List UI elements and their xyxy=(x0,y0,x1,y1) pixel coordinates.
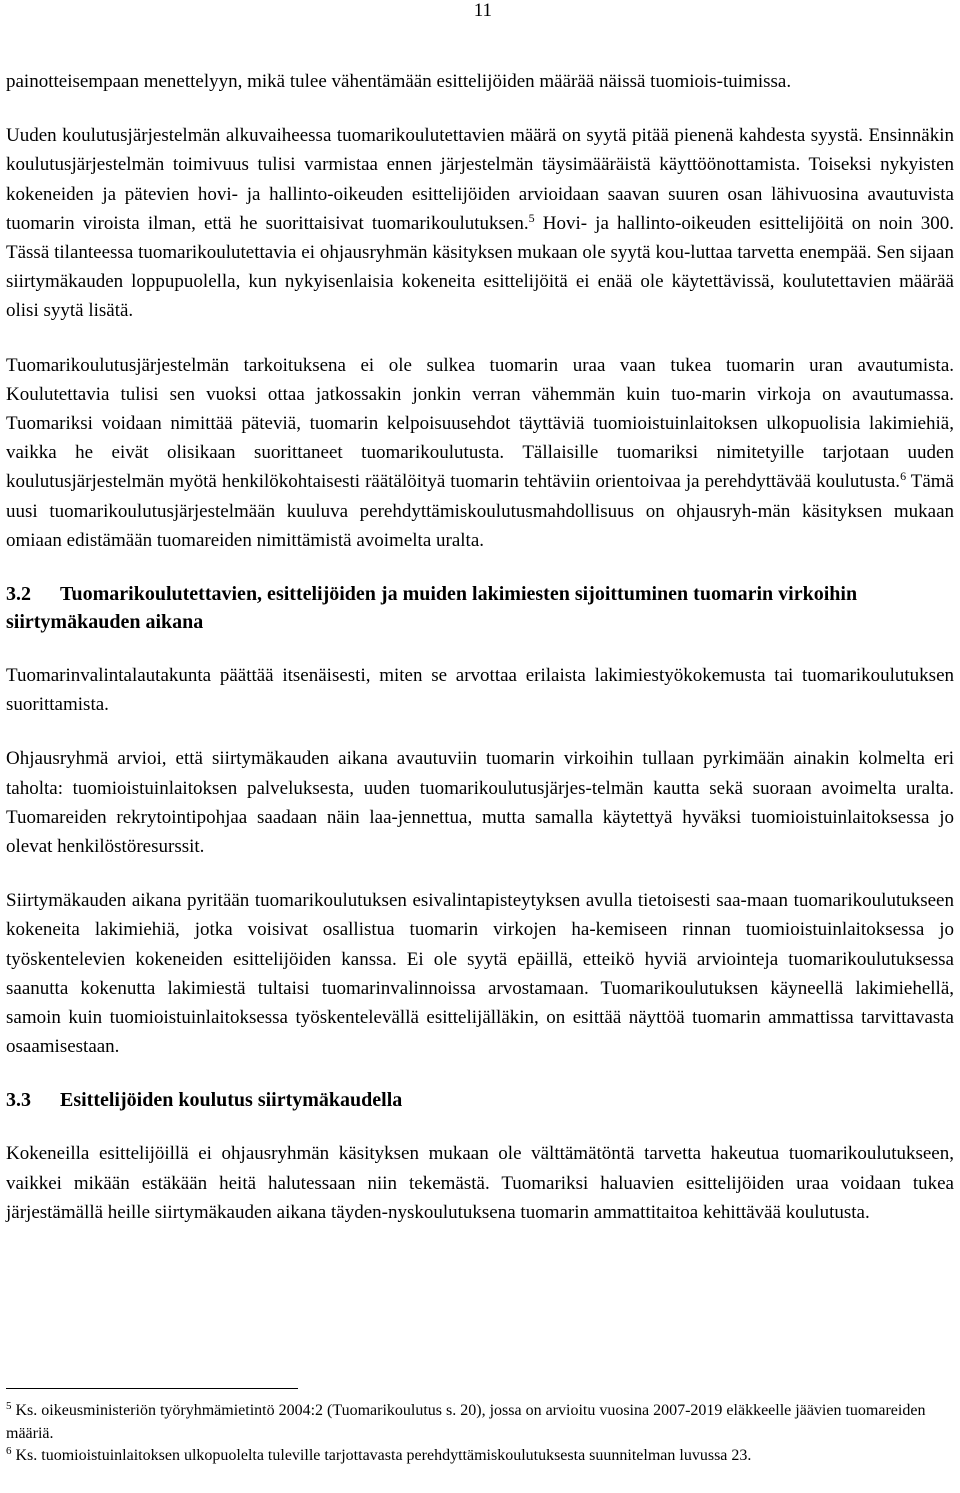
footnote-6-mark: 6 xyxy=(6,1445,12,1457)
paragraph-5: Ohjausryhmä arvioi, että siirtymäkauden aikana avautuviin tuomarin virkoihin tullaan pyrkimään ainakin kolmelta eri taholta: tuomioistuinlaitoksen palveluksesta, uuden tuomarikoulutusjärjes-telmän kautta sekä suoraan avoimelta uralta. Tuomareiden rekrytointipohjaa saadaan näin laa-jennettua, mutta samalla käytettyä hyväksi tuomioistuinlaitoksessa jo olevat henkilöstöresurssit. xyxy=(6,748,954,858)
paragraph-6: Siirtymäkauden aikana pyritään tuomarikoulutuksen esivalintapisteytyksen avulla tietoisesti saa-maan tuomarikoulutukseen kokeneita lakimiehiä, jotka voisivat osallistua tuomarin virkojen ha-kemiseen rinnan tuomioistuinlaitoksessa jo työskentelevien kokeneiden esittelijöiden kanssa. Ei ole syytä epäillä, etteikö hyviä arviointeja tuomarikoulutuksessa saanutta kokenutta lakimiestä tultaisi tuomarinvalinnoissa arvostamaan. Tuomarikoulutuksen käyneellä lakimiehellä, samoin kuin tuomioistuinlaitoksessa työskentelevällä esittelijälläkin, on esittää näyttöä tuomarin ammattissa tarvittavasta osaamisestaan. xyxy=(6,890,954,1058)
footnote-divider xyxy=(6,1388,298,1389)
paragraph-1: painotteisempaan menettelyyn, mikä tulee vähentämään esittelijöiden määrää näissä tuomiois-tuimissa. xyxy=(6,71,792,92)
footnote-6 xyxy=(6,1445,954,1468)
footnote-6-text: Ks. tuomioistuinlaitoksen ulkopuolelta tuleville tarjottavasta perehdyttämiskoulutuksesta suunnitelman luvussa 23. xyxy=(11,1447,752,1464)
footnote-ref-5[interactable]: 5 xyxy=(528,210,535,225)
section-number-3-2: 3.2 xyxy=(6,583,31,606)
paragraph-3 xyxy=(6,351,954,555)
footnote-5 xyxy=(6,1400,954,1445)
paragraph-3-continued: Tämä uusi tuomarikoulutusjärjestelmään kuuluva perehdyttämiskoulutusmahdollisuus on ohjausryh-män käsityksen mukaan omiaan edistämään tuomareiden nimittämistä avoimelta uralta. xyxy=(6,471,954,551)
paragraph-2 xyxy=(6,121,954,325)
section-heading-3-3 xyxy=(6,1086,954,1114)
section-title-3-2: Tuomarikoulutettavien, esittelijöiden ja muiden lakimiesten sijoittuminen tuomarin virkoihin siirtymäkauden aikana xyxy=(6,583,858,634)
paragraph-3-text: Tuomarikoulutusjärjestelmän tarkoituksena ei ole sulkea tuomarin uraa vaan tukea tuomarin uran avautumista. Koulutettavia tulisi sen vuoksi ottaa jatkossakin jonkin verran vähemmän kuin tuo-marin virkoja on avautumassa. Tuomariksi voidaan nimittää päteviä, tuomarin kelpoisuusehdot täyttäviä tuomioistuinlaitoksen ulkopuolisia lakimiehiä, vaikka he eivät olisikaan suorittaneet tuomarikoulutusta. Tällaisille tuomariksi nimitetyille tarjotaan uuden koulutusjärjestelmän myötä henkilökohtaisesti räätälöityä tuomarin tehtäviin orientoivaa ja perehdyttävää koulutusta. xyxy=(6,354,954,493)
footnotes xyxy=(6,1400,954,1468)
section-number-3-3: 3.3 xyxy=(6,1089,31,1112)
footnote-5-text: Ks. oikeusministeriön työryhmämietintö 2004:2 (Tuomarikoulutus s. 20), jossa on arvioitu vuosina 2007-2019 eläkkeelle jäävien tuomareiden määriä. xyxy=(6,1402,926,1442)
paragraph-2-continued: Hovi- ja hallinto-oikeuden esittelijöitä on noin 300. Tässä tilanteessa tuomarikoulutettavia ei ohjausryhmän käsityksen mukaan ole syytä kou-luttaa tarvetta enempää. Sen sijaan siirtymäkauden loppupuolella, kun nykyisenlaisia kokeneita esittelijöitä ei enää ole käytettävissä, koulutettavien määrää olisi syytä lisätä. xyxy=(6,212,954,322)
paragraph-2-text: Uuden koulutusjärjestelmän alkuvaiheessa tuomarikoulutettavien määrä on syytä pitää pienenä kahdesta syystä. Ensinnäkin koulutusjärjestelmän toimivuus tulisi varmistaa ennen järjestelmän täysimääräistä käyttöönottamista. Toiseksi nykyisten kokeneiden ja pätevien hovi- ja hallinto-oikeuden esittelijöiden arvioidaan saavan suuren osan lähivuosina avautuvista tuomarin viroista ilman, että he suorittaisivat tuomarikoulutuksen. xyxy=(6,125,954,234)
section-title-3-3: Esittelijöiden koulutus siirtymäkaudella xyxy=(60,1089,403,1112)
footnote-5-mark: 5 xyxy=(6,1400,12,1412)
section-heading-3-2 xyxy=(6,580,954,636)
paragraph-7: Kokeneilla esittelijöillä ei ohjausryhmän käsityksen mukaan ole välttämätöntä tarvetta hakeutua tuomarikoulutukseen, vaikkei mikään estäkään heitä halutessaan niin tekemästä. Tuomariksi haluavien esittelijöiden uraa voidaan tukea järjestämällä heille siirtymäkauden aikana täyden-nyskoulutuksena tuomarin ammattitaitoa kehittävää koulutusta. xyxy=(6,1143,954,1223)
footnote-ref-6[interactable]: 6 xyxy=(900,469,907,484)
paragraph-4: Tuomarinvalintalautakunta päättää itsenäisesti, miten se arvottaa erilaista lakimiestyökokemusta tai tuomarikoulutuksen suorittamista. xyxy=(6,665,954,716)
page-number: 11 xyxy=(473,0,492,21)
document-body xyxy=(6,67,954,1227)
